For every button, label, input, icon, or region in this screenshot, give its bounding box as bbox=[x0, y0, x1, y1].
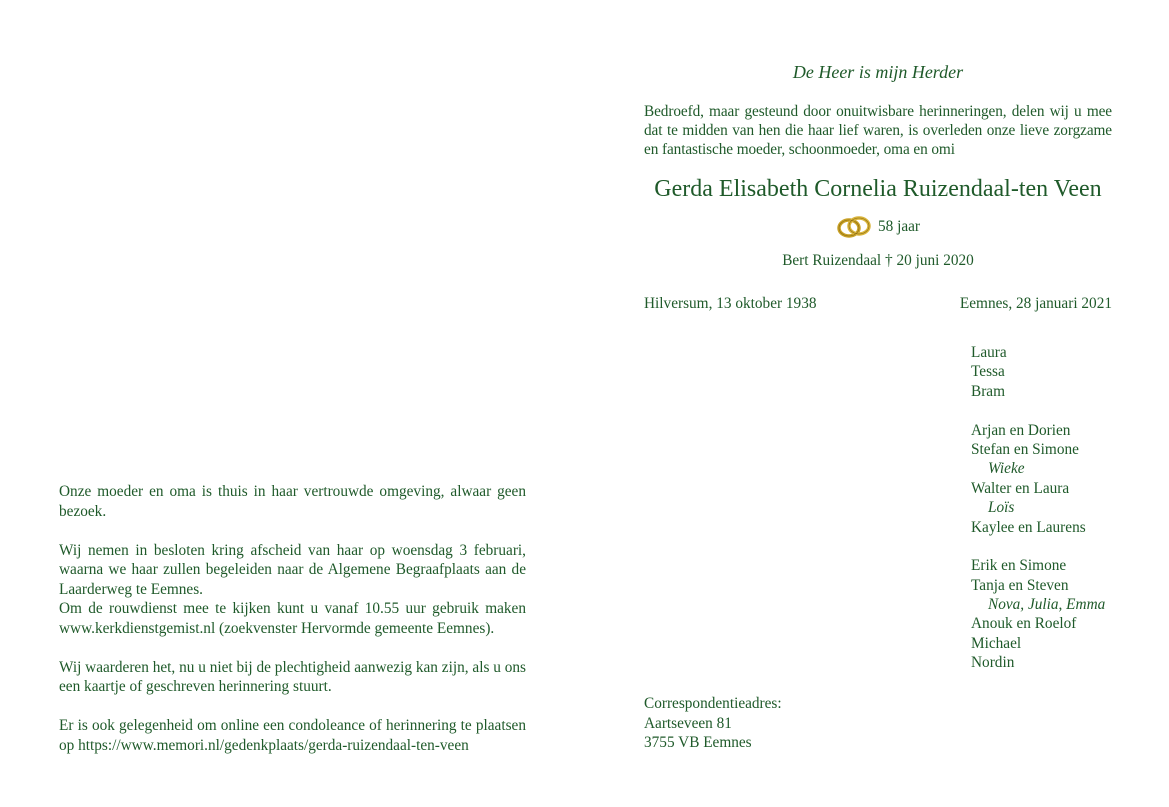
family-member: Stefan en Simone bbox=[971, 440, 1079, 458]
family-member: Michael bbox=[971, 634, 1022, 652]
address-city: 3755 VB Eemnes bbox=[644, 734, 752, 751]
dates-row bbox=[644, 294, 1112, 314]
deceased-name: Gerda Elisabeth Cornelia Ruizendaal-ten Veen bbox=[654, 176, 1102, 202]
address-street: Aartseveen 81 bbox=[644, 714, 732, 732]
family-member: Tanja en Steven bbox=[971, 576, 1069, 594]
intro-text: Bedroefd, maar gesteund door onuitwisbare herinneringen, delen wij u mee dat te midden van hen die haar lief waren, is overleden onze lieve zorgzame en fantastische moeder, schoonmoeder, oma en omi bbox=[644, 103, 1112, 158]
paragraph-livestream: Om de rouwdienst mee te kijken kunt u vanaf 10.55 uur gebruik maken www.kerkdienstgemist.nl (zoekvenster Hervormde gemeente Eemnes). bbox=[59, 600, 526, 637]
grandchild: Loïs bbox=[988, 499, 1015, 517]
age-row bbox=[644, 212, 1112, 242]
birth-date: Hilversum, 13 oktober 1938 bbox=[644, 295, 817, 312]
grandchild: Wieke bbox=[988, 460, 1025, 478]
paragraph-online-condolence: Er is ook gelegenheid om online een condoleance of herinnering te plaatsen op https://www.memori.nl/gedenkplaats/gerda-ruizendaal-ten-veen bbox=[59, 717, 526, 754]
family-list bbox=[971, 343, 1105, 673]
family-member: Nordin bbox=[971, 654, 1015, 672]
death-date: Eemnes, 28 januari 2021 bbox=[959, 295, 1112, 312]
paragraph-farewell: Wij nemen in besloten kring afscheid van haar op woensdag 3 februari, waarna we haar zullen begeleiden naar de Algemene Begraafplaats aan de Laarderweg te Eemnes. bbox=[59, 541, 526, 598]
family-member: Walter en Laura bbox=[971, 479, 1070, 497]
paragraph-visiting: Onze moeder en oma is thuis in haar vertrouwde omgeving, alwaar geen bezoek. bbox=[59, 483, 526, 520]
address-label: Correspondentieadres: bbox=[644, 695, 782, 712]
age: 58 jaar bbox=[877, 218, 921, 235]
spouse-line: Bert Ruizendaal † 20 juni 2020 bbox=[782, 252, 974, 269]
paragraph-condolence-card: Wij waarderen het, nu u niet bij de plechtigheid aanwezig kan zijn, als u ons een kaartje of geschreven herinnering stuurt. bbox=[59, 658, 526, 695]
wedding-rings-icon bbox=[836, 214, 872, 240]
family-member: Arjan en Dorien bbox=[971, 421, 1071, 439]
grandchild: Nova, Julia, Emma bbox=[988, 596, 1106, 614]
family-member: Laura bbox=[971, 344, 1007, 361]
family-member: Kaylee en Laurens bbox=[971, 518, 1086, 536]
family-member: Bram bbox=[971, 382, 1005, 400]
left-column bbox=[59, 482, 526, 755]
motto: De Heer is mijn Herder bbox=[792, 62, 964, 82]
correspondence-address bbox=[644, 694, 782, 753]
family-member: Erik en Simone bbox=[971, 557, 1067, 575]
right-column bbox=[644, 58, 1112, 314]
family-member: Anouk en Roelof bbox=[971, 615, 1077, 633]
family-member: Tessa bbox=[971, 363, 1005, 381]
